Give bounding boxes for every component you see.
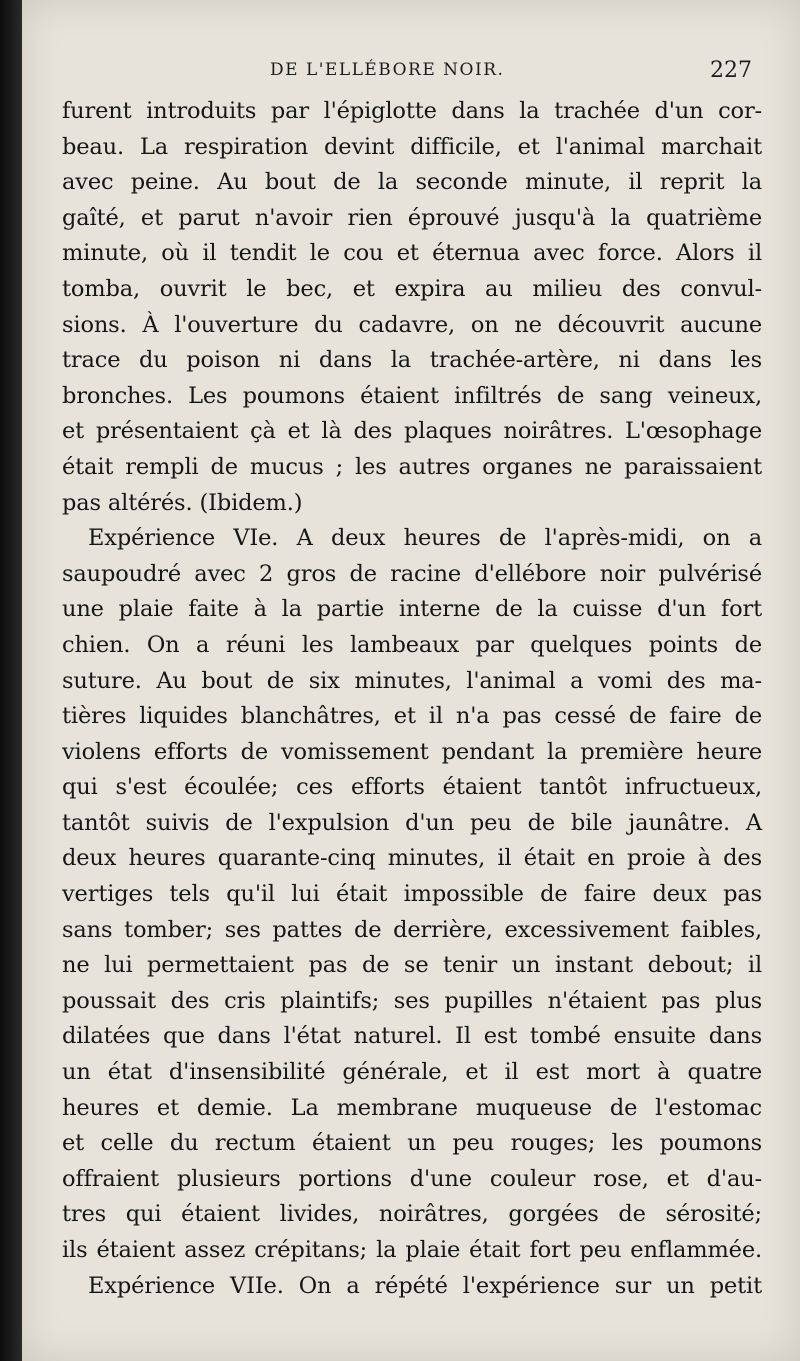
text-line: sans tomber; ses pattes de derrière, excessivement faibles,	[62, 916, 762, 943]
running-title: DE L'ELLÉBORE NOIR.	[270, 60, 505, 80]
text-line: suture. Au bout de six minutes, l'animal a vomi des ma-	[62, 667, 762, 694]
page-header	[22, 58, 800, 88]
text-line: beau. La respiration devint difficile, et l'animal marchait	[62, 133, 762, 160]
text-line: et présentaient çà et là des plaques noirâtres. L'œsophage	[62, 418, 762, 445]
book-page	[22, 0, 800, 1361]
text-line: dilatées que dans l'état naturel. Il est tombé ensuite dans	[62, 1023, 762, 1050]
body-text	[62, 94, 762, 1304]
text-line: qui s'est écoulée; ces efforts étaient tantôt infructueux,	[62, 774, 762, 801]
text-line: chien. On a réuni les lambeaux par quelques points de	[62, 631, 762, 658]
text-line: violens efforts de vomissement pendant la première heure	[62, 738, 762, 765]
text-line: poussait des cris plaintifs; ses pupilles n'étaient pas plus	[62, 987, 762, 1014]
text-line: gaîté, et parut n'avoir rien éprouvé jusqu'à la quatrième	[62, 204, 762, 231]
text-line: offraient plusieurs portions d'une couleur rose, et d'au-	[62, 1165, 762, 1192]
text-line: deux heures quarante-cinq minutes, il était en proie à des	[62, 845, 762, 872]
text-line: avec peine. Au bout de la seconde minute, il reprit la	[62, 169, 762, 196]
text-line: tières liquides blanchâtres, et il n'a pas cessé de faire de	[62, 703, 762, 730]
book-gutter-shadow	[0, 0, 22, 1361]
text-line: ne lui permettaient pas de se tenir un instant debout; il	[62, 952, 762, 979]
text-line: une plaie faite à la partie interne de la cuisse d'un fort	[62, 596, 762, 623]
text-line: heures et demie. La membrane muqueuse de l'estomac	[62, 1094, 762, 1121]
text-line: trace du poison ni dans la trachée-artère, ni dans les	[62, 347, 762, 374]
text-line: tres qui étaient livides, noirâtres, gorgées de sérosité;	[62, 1201, 762, 1228]
text-line: saupoudré avec 2 gros de racine d'ellébore noir pulvérisé	[62, 560, 762, 587]
text-line: bronches. Les poumons étaient infiltrés de sang veineux,	[62, 382, 762, 409]
text-line: furent introduits par l'épiglotte dans la trachée d'un cor-	[62, 98, 762, 124]
text-line: un état d'insensibilité générale, et il est mort à quatre	[62, 1059, 762, 1086]
text-line: était rempli de mucus ; les autres organes ne paraissaient	[62, 453, 762, 480]
text-line: et celle du rectum étaient un peu rouges; les poumons	[62, 1130, 762, 1157]
text-line: Expérience VIe. A deux heures de l'après-midi, on a	[88, 525, 762, 552]
page-number: 227	[710, 58, 752, 83]
text-line: tantôt suivis de l'expulsion d'un peu de bile jaunâtre. A	[62, 809, 762, 836]
text-line: ils étaient assez crépitans; la plaie était fort peu enflammée.	[62, 1237, 762, 1263]
text-line: sions. À l'ouverture du cadavre, on ne découvrit aucune	[62, 311, 762, 338]
text-line: vertiges tels qu'il lui était impossible de faire deux pas	[62, 881, 762, 908]
text-line: tomba, ouvrit le bec, et expira au milieu des convul-	[62, 275, 762, 302]
text-line: pas altérés. (Ibidem.)	[62, 489, 303, 516]
text-line: Expérience VIIe. On a répété l'expérience sur un petit	[88, 1272, 762, 1299]
text-line: minute, où il tendit le cou et éternua avec force. Alors il	[62, 240, 762, 267]
